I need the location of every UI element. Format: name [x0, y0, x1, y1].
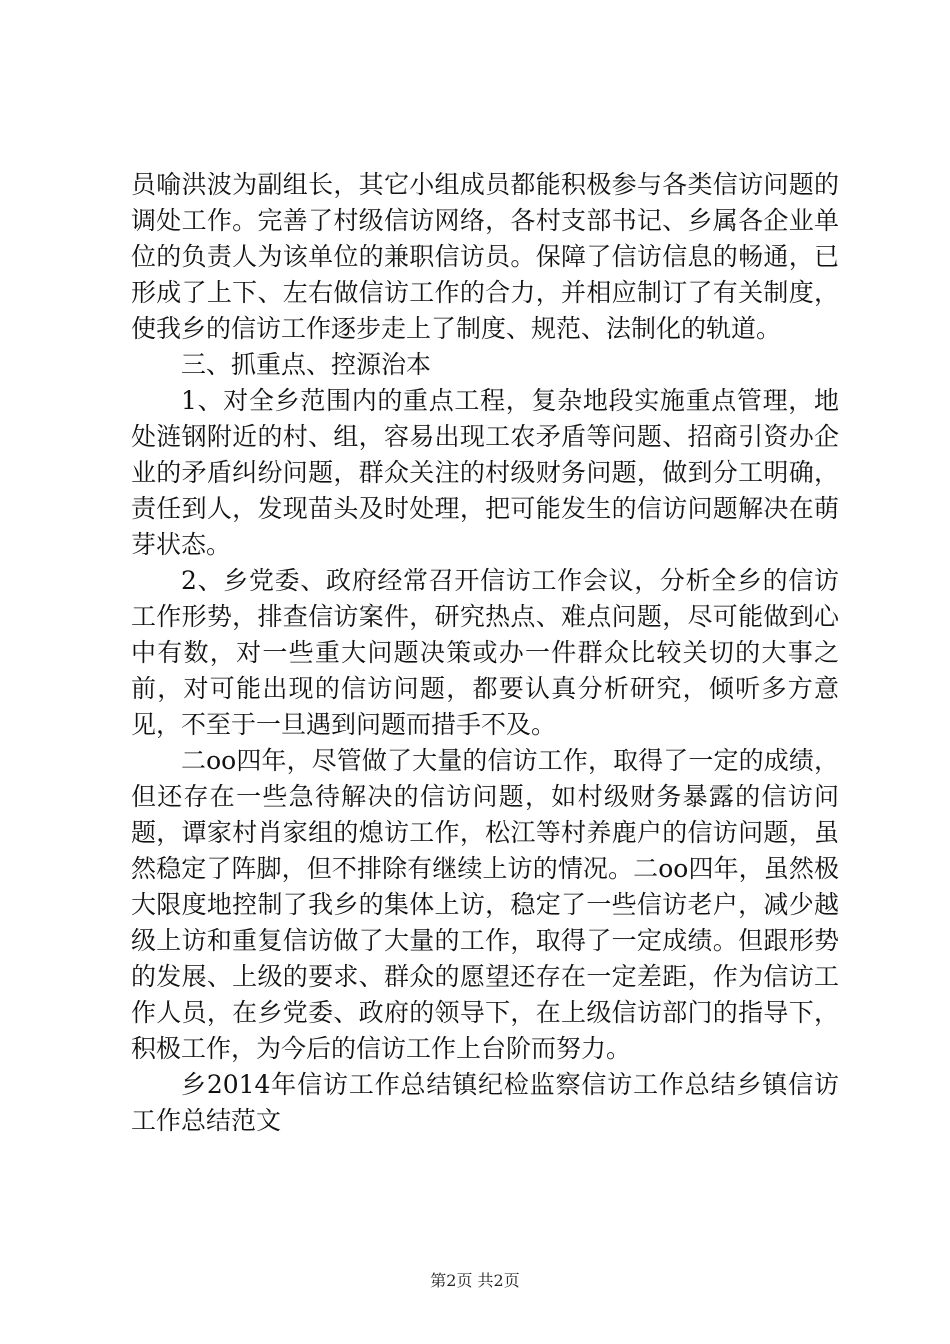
paragraph-summary: 二oo四年，尽管做了大量的信访工作，取得了一定的成绩，但还存在一些急待解决的信访问题，如村级财务暴露的信访问题，谭家村肖家组的熄访工作，松江等村养鹿户的信访问题，虽然稳定了阵脚，但不排除有继续上访的情况。二oo四年，虽然极大限度地控制了我乡的集体上访，稳定了一些信访老户，减少越级上访和重复信访做了大量的工作，取得了一定成绩。但跟形势的发展、上级的要求、群众的愿望还存在一定差距，作为信访工作人员，在乡党委、政府的领导下，在上级信访部门的指导下，积极工作，为今后的信访工作上台阶而努力。: [131, 746, 839, 1063]
paragraph-keywords: 乡2014年信访工作总结镇纪检监察信访工作总结乡镇信访工作总结范文: [131, 1070, 839, 1135]
paragraph-item-1: 1、对全乡范围内的重点工程，复杂地段实施重点管理，地处涟钢附近的村、组，容易出现工农矛盾等问题、招商引资办企业的矛盾纠纷问题，群众关注的村级财务问题，做到分工明确，责任到人，发现苗头及时处理，把可能发生的信访问题解决在萌芽状态。: [131, 386, 839, 559]
section-heading: 三、抓重点、控源治本: [181, 350, 432, 379]
document-body: [131, 167, 839, 1139]
page-footer: 第2页 共2页: [430, 1271, 520, 1290]
paragraph-continuation: 员喻洪波为副组长，其它小组成员都能积极参与各类信访问题的调处工作。完善了村级信访网络，各村支部书记、乡属各企业单位的负责人为该单位的兼职信访员。保障了信访信息的畅通，已形成了上下、左右做信访工作的合力，并相应制订了有关制度，使我乡的信访工作逐步走上了制度、规范、法制化的轨道。: [131, 170, 839, 343]
paragraph-item-2: 2、乡党委、政府经常召开信访工作会议，分析全乡的信访工作形势，排查信访案件，研究热点、难点问题，尽可能做到心中有数，对一些重大问题决策或办一件群众比较关切的大事之前，对可能出现的信访问题，都要认真分析研究，倾听多方意见，不至于一旦遇到问题而措手不及。: [131, 566, 839, 739]
